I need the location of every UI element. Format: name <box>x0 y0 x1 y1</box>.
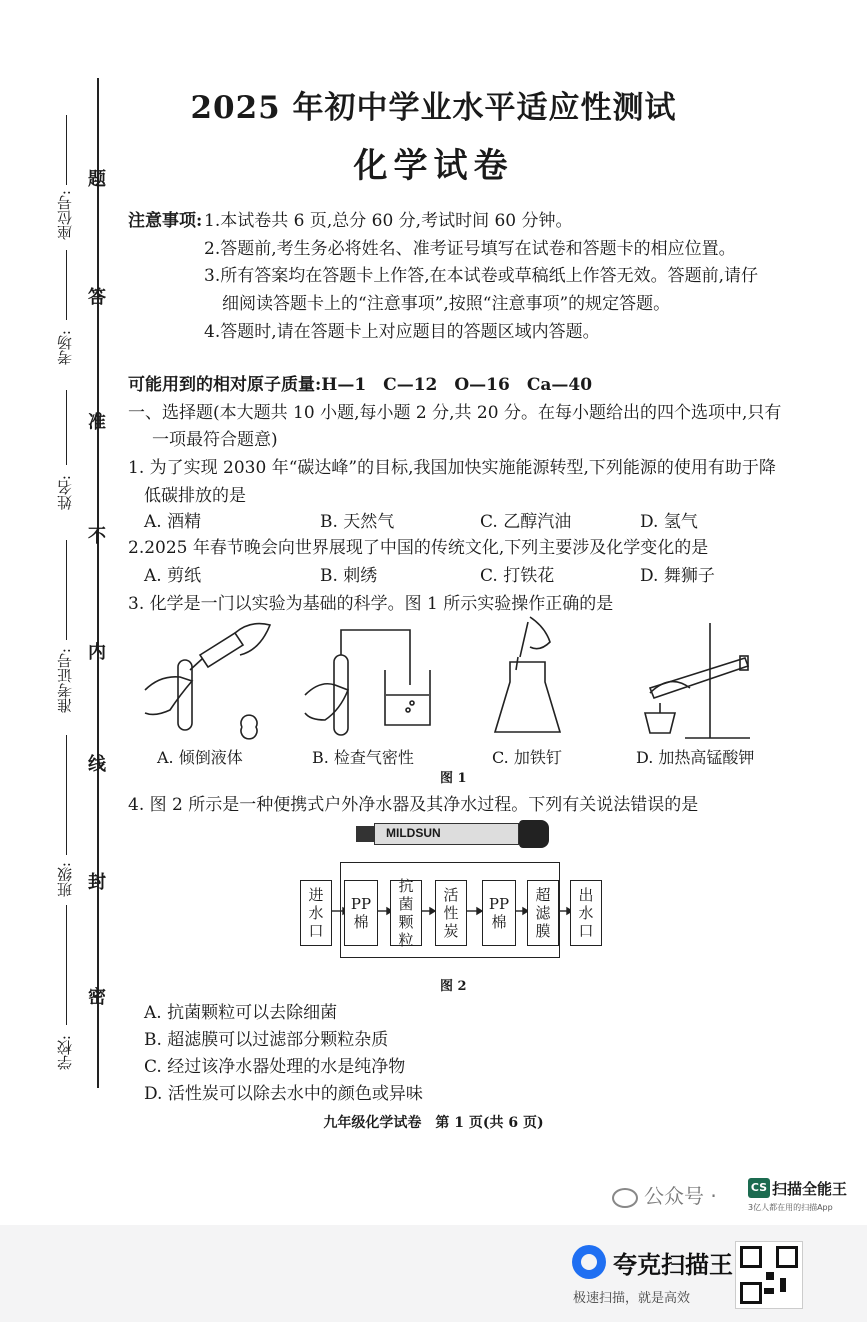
camscanner-logo: CS <box>748 1178 770 1198</box>
exam-id-label: 准考证号: <box>56 648 74 714</box>
seal-char-1: 密 <box>88 987 106 1008</box>
section1-line1: 一、选择题(本大题共 10 小题,每小题 2 分,共 20 分。在每小题给出的四个选项中,只有 <box>128 403 782 423</box>
q3-option-d: D. 加热高锰酸钾 <box>636 748 755 767</box>
name-line <box>66 390 67 465</box>
notice-item-2: 2.答题前,考生务必将姓名、准考证号填写在试卷和答题卡的相应位置。 <box>204 239 736 259</box>
purifier-product <box>356 820 556 848</box>
q1-option-a: A. 酒精 <box>144 512 202 532</box>
name-label: 姓名: <box>56 475 74 511</box>
seal-char-3: 线 <box>88 754 106 775</box>
exam-id-line-top <box>66 540 67 640</box>
camscanner-brand: 扫描全能王 <box>772 1180 848 1198</box>
room-line <box>66 250 67 320</box>
q1-stem-cont: 低碳排放的是 <box>144 486 246 506</box>
wechat-account-text: 公众号 · <box>644 1184 717 1208</box>
atomic-mass: 可能用到的相对原子质量:H—1 C—12 O—16 Ca—40 <box>128 375 593 395</box>
wechat-icon <box>612 1188 638 1208</box>
flow-activated-carbon: 活 性 炭 <box>435 880 467 946</box>
q4-option-a: A. 抗菌颗粒可以去除细菌 <box>144 1003 338 1023</box>
quark-slogan: 极速扫描，就是高效 <box>573 1291 691 1306</box>
seal-char-7: 答 <box>88 287 106 308</box>
q1-option-c: C. 乙醇汽油 <box>480 512 572 532</box>
q4-option-c: C. 经过该净水器处理的水是纯净物 <box>144 1057 406 1077</box>
pour-liquid-figure <box>140 615 280 745</box>
figure-1-caption: 图 1 <box>440 771 467 786</box>
wechat-account <box>612 1180 717 1209</box>
q3-option-a: A. 倾倒液体 <box>157 748 243 767</box>
flow-inlet: 进 水 口 <box>300 880 332 946</box>
page-footer: 九年级化学试卷 第 1 页(共 6 页) <box>323 1115 544 1131</box>
flow-pp-cotton-2: PP 棉 <box>482 880 516 946</box>
seat-label: 座位号: <box>56 190 74 241</box>
q3-option-c: C. 加铁钉 <box>492 748 562 767</box>
binding-line <box>97 78 99 1088</box>
qr-code-icon[interactable] <box>735 1241 803 1309</box>
q4-option-b: B. 超滤膜可以过滤部分颗粒杂质 <box>144 1030 389 1050</box>
seal-char-6: 准 <box>88 412 106 433</box>
notice-item-4: 4.答题时,请在答题卡上对应题目的答题区域内答题。 <box>204 322 600 342</box>
section1-line2: 一项最符合题意) <box>152 430 278 450</box>
notice-item-3-cont: 细阅读答题卡上的“注意事项”,按照“注意事项”的规定答题。 <box>222 294 671 314</box>
notice-item-1: 1.本试卷共 6 页,总分 60 分,考试时间 60 分钟。 <box>204 211 573 231</box>
room-label: 考场: <box>56 330 74 366</box>
q4-stem: 4. 图 2 所示是一种便携式户外净水器及其净水过程。下列有关说法错误的是 <box>128 795 699 815</box>
camscanner-tagline: 3亿人都在用的扫描App <box>748 1203 833 1212</box>
q2-option-b: B. 刺绣 <box>320 566 378 586</box>
q2-stem: 2.2025 年春节晚会向世界展现了中国的传统文化,下列主要涉及化学变化的是 <box>128 538 709 558</box>
quark-logo-icon <box>572 1245 606 1279</box>
product-label: MILDSUN <box>386 826 441 840</box>
class-label: 班级: <box>56 862 74 898</box>
q1-stem: 1. 为了实现 2030 年“碳达峰”的目标,我国加快实施能源转型,下列能源的使用有助于降 <box>128 458 776 478</box>
flow-outlet: 出 水 口 <box>570 880 602 946</box>
school-label: 学校: <box>56 1035 74 1071</box>
q1-option-b: B. 天然气 <box>320 512 395 532</box>
scanner-banner <box>0 1225 867 1322</box>
figure-2-caption: 图 2 <box>440 979 467 994</box>
seal-char-5: 不 <box>88 526 106 547</box>
exam-subtitle: 化学试卷 <box>353 146 514 186</box>
q2-option-d: D. 舞狮子 <box>640 566 715 586</box>
notice-heading: 注意事项: <box>128 211 203 231</box>
quark-app-name: 夸克扫描王 <box>613 1251 733 1279</box>
q1-option-d: D. 氢气 <box>640 512 698 532</box>
add-nail-figure <box>490 612 580 742</box>
heat-kmno4-figure <box>630 618 770 743</box>
exam-title: 2025 年初中学业水平适应性测试 <box>190 90 677 126</box>
seal-char-8: 题 <box>88 169 106 190</box>
seal-char-4: 内 <box>88 642 106 663</box>
q2-option-a: A. 剪纸 <box>144 566 202 586</box>
flow-antibacterial: 抗 菌 颗 粒 <box>390 880 422 946</box>
airtightness-figure <box>300 625 440 740</box>
q3-option-b: B. 检查气密性 <box>312 748 414 767</box>
notice-item-3: 3.所有答案均在答题卡上作答,在本试卷或草稿纸上作答无效。答题前,请仔 <box>204 266 759 286</box>
q2-option-c: C. 打铁花 <box>480 566 555 586</box>
flow-pp-cotton-1: PP 棉 <box>344 880 378 946</box>
class-line <box>66 735 67 855</box>
school-line <box>66 905 67 1025</box>
seal-char-2: 封 <box>88 872 106 893</box>
flow-ultrafiltration: 超 滤 膜 <box>527 880 559 946</box>
q3-stem: 3. 化学是一门以实验为基础的科学。图 1 所示实验操作正确的是 <box>128 594 614 614</box>
q4-option-d: D. 活性炭可以除去水中的颜色或异味 <box>144 1084 423 1104</box>
